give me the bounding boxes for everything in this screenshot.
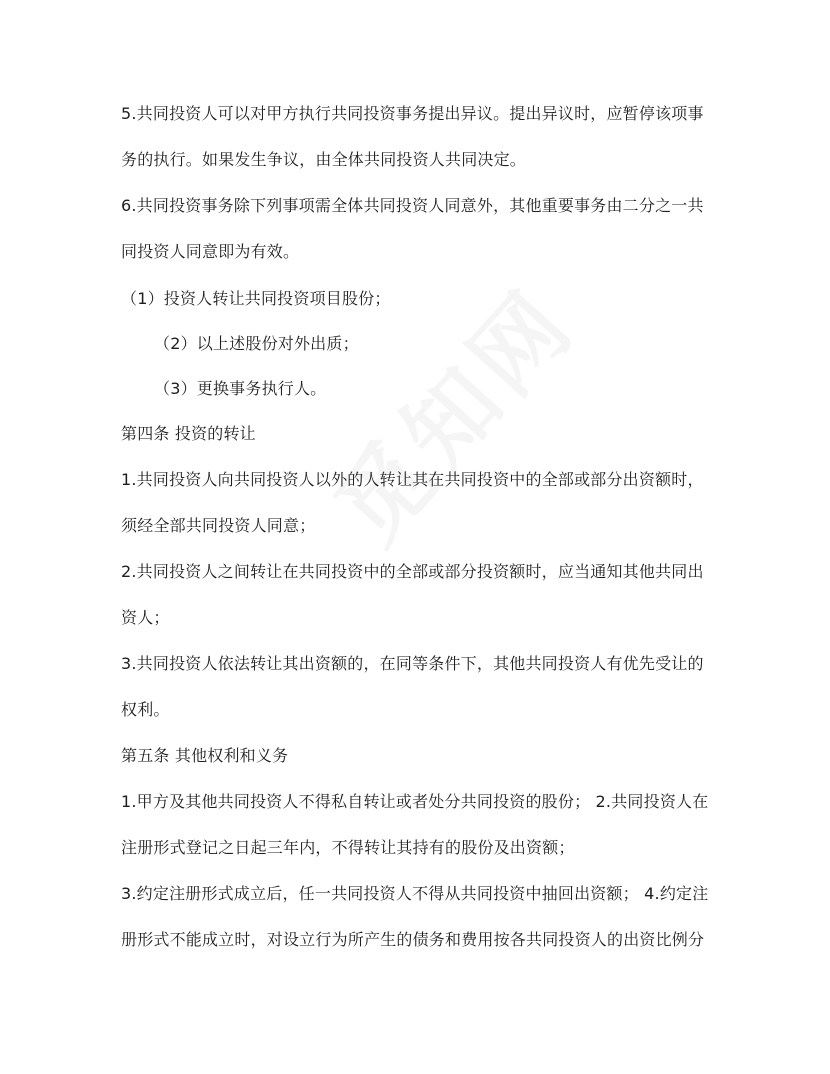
paragraph-line: 同投资人同意即为有效。 [121,242,300,261]
section-heading: 第四条 投资的转让 [121,424,256,443]
paragraph-line: 册形式不能成立时，对设立行为所产生的债务和费用按各共同投资人的出资比例分 [121,930,705,949]
paragraph-line: 1.甲方及其他共同投资人不得私自转让或者处分共同投资的股份； 2.共同投资人在 [121,792,709,811]
paragraph-line: 1.共同投资人向共同投资人以外的人转让其在共同投资中的全部或部分出资额时， [121,470,704,489]
paragraph-line: 须经全部共同投资人同意； [121,516,316,535]
paragraph-line: 3.共同投资人依法转让其出资额的，在同等条件下，其他共同投资人有优先受让的 [121,654,704,673]
list-item: （3）更换事务执行人。 [154,379,327,398]
paragraph-line: 权利。 [121,700,170,719]
section-heading: 第五条 其他权利和义务 [121,746,289,765]
paragraph-line: 资人； [121,608,170,627]
paragraph-line: 6.共同投资事务除下列事项需全体共同投资人同意外，其他重要事务由二分之一共 [121,196,704,215]
list-item: （2）以上述股份对外出质； [154,334,359,353]
list-item: （1）投资人转让共同投资项目股份； [121,289,391,308]
paragraph-line: 3.约定注册形式成立后，任一共同投资人不得从共同投资中抽回出资额； 4.约定注 [121,884,709,903]
paragraph-line: 注册形式登记之日起三年内，不得转让其持有的股份及出资额； [121,838,575,857]
paragraph-line: 2.共同投资人之间转让在共同投资中的全部或部分投资额时，应当通知其他共同出 [121,562,704,581]
paragraph-line: 务的执行。如果发生争议，由全体共同投资人共同决定。 [121,150,527,169]
paragraph-line: 5.共同投资人可以对甲方执行共同投资事务提出异议。提出异议时，应暂停该项事 [121,104,704,123]
